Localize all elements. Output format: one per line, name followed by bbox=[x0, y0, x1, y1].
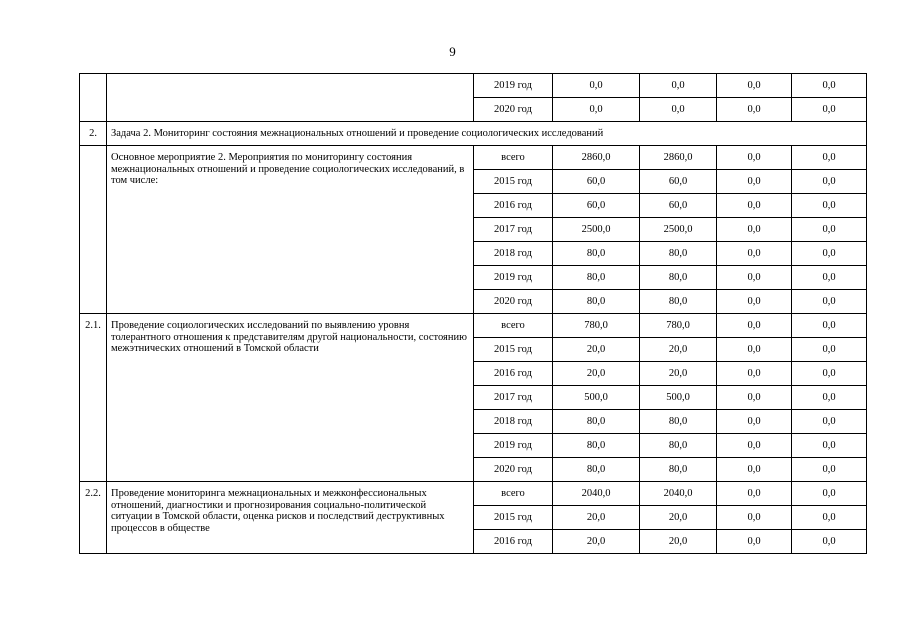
total-value: 80,0 bbox=[553, 242, 640, 266]
period-cell: 2020 год bbox=[474, 98, 553, 122]
value-cell: 0,0 bbox=[792, 170, 867, 194]
period-cell: 2015 год bbox=[474, 506, 553, 530]
value-cell: 0,0 bbox=[717, 266, 792, 290]
page-number: 9 bbox=[449, 44, 456, 59]
value-cell: 0,0 bbox=[717, 74, 792, 98]
value-cell: 0,0 bbox=[792, 530, 867, 554]
value-cell: 0,0 bbox=[640, 98, 717, 122]
value-cell: 0,0 bbox=[792, 242, 867, 266]
value-cell: 20,0 bbox=[640, 506, 717, 530]
value-cell: 0,0 bbox=[717, 458, 792, 482]
budget-table bbox=[79, 73, 867, 554]
period-cell: 2016 год bbox=[474, 194, 553, 218]
value-cell: 20,0 bbox=[640, 530, 717, 554]
activity-description: Проведение мониторинга межнациональных и межконфессиональных отношений, диагностики и прогнозирования социально-политической ситуации в Томской области, оценка рисков и последствий деструктивных процессов в обществе bbox=[107, 482, 474, 554]
value-cell: 80,0 bbox=[640, 266, 717, 290]
period-cell: всего bbox=[474, 314, 553, 338]
period-cell: 2018 год bbox=[474, 410, 553, 434]
period-cell: 2017 год bbox=[474, 386, 553, 410]
total-value: 60,0 bbox=[553, 170, 640, 194]
value-cell: 80,0 bbox=[640, 434, 717, 458]
period-cell: 2016 год bbox=[474, 362, 553, 386]
total-value: 20,0 bbox=[553, 506, 640, 530]
period-cell: 2020 год bbox=[474, 458, 553, 482]
task-title: Задача 2. Мониторинг состояния межнациональных отношений и проведение социологических исследований bbox=[107, 122, 867, 146]
value-cell: 0,0 bbox=[717, 530, 792, 554]
value-cell: 500,0 bbox=[640, 386, 717, 410]
total-value: 0,0 bbox=[553, 74, 640, 98]
period-cell: всего bbox=[474, 482, 553, 506]
value-cell: 80,0 bbox=[640, 458, 717, 482]
period-cell: 2019 год bbox=[474, 266, 553, 290]
total-value: 0,0 bbox=[553, 98, 640, 122]
period-cell: 2019 год bbox=[474, 434, 553, 458]
period-cell: 2015 год bbox=[474, 338, 553, 362]
table-row bbox=[80, 74, 867, 98]
value-cell: 0,0 bbox=[717, 482, 792, 506]
value-cell: 0,0 bbox=[792, 410, 867, 434]
total-value: 80,0 bbox=[553, 266, 640, 290]
value-cell: 0,0 bbox=[792, 290, 867, 314]
activity-description bbox=[107, 74, 474, 122]
value-cell: 0,0 bbox=[792, 194, 867, 218]
value-cell: 20,0 bbox=[640, 338, 717, 362]
value-cell: 0,0 bbox=[717, 338, 792, 362]
total-value: 80,0 bbox=[553, 434, 640, 458]
total-value: 80,0 bbox=[553, 410, 640, 434]
value-cell: 0,0 bbox=[717, 410, 792, 434]
value-cell: 60,0 bbox=[640, 170, 717, 194]
row-number: 2.1. bbox=[80, 314, 107, 482]
total-value: 20,0 bbox=[553, 338, 640, 362]
row-number bbox=[80, 146, 107, 314]
value-cell: 0,0 bbox=[792, 266, 867, 290]
value-cell: 0,0 bbox=[792, 314, 867, 338]
value-cell: 0,0 bbox=[717, 290, 792, 314]
value-cell: 60,0 bbox=[640, 194, 717, 218]
value-cell: 80,0 bbox=[640, 242, 717, 266]
total-value: 20,0 bbox=[553, 362, 640, 386]
period-cell: 2017 год bbox=[474, 218, 553, 242]
value-cell: 0,0 bbox=[792, 74, 867, 98]
table-row bbox=[80, 314, 867, 338]
row-number bbox=[80, 74, 107, 122]
total-value: 2500,0 bbox=[553, 218, 640, 242]
value-cell: 20,0 bbox=[640, 362, 717, 386]
value-cell: 0,0 bbox=[717, 362, 792, 386]
value-cell: 0,0 bbox=[717, 194, 792, 218]
total-value: 500,0 bbox=[553, 386, 640, 410]
value-cell: 0,0 bbox=[717, 170, 792, 194]
total-value: 80,0 bbox=[553, 458, 640, 482]
activity-description: Проведение социологических исследований по выявлению уровня толерантного отношения к представителям другой национальности, состоянию межэтнических отношений в Томской области bbox=[107, 314, 474, 482]
value-cell: 0,0 bbox=[717, 98, 792, 122]
task-row bbox=[80, 122, 867, 146]
value-cell: 0,0 bbox=[792, 386, 867, 410]
total-value: 80,0 bbox=[553, 290, 640, 314]
activity-description: Основное мероприятие 2. Мероприятия по мониторингу состояния межнациональных отношений и проведение социологических исследований, в том числе: bbox=[107, 146, 474, 314]
value-cell: 0,0 bbox=[640, 74, 717, 98]
total-value: 780,0 bbox=[553, 314, 640, 338]
period-cell: 2015 год bbox=[474, 170, 553, 194]
total-value: 20,0 bbox=[553, 530, 640, 554]
period-cell: всего bbox=[474, 146, 553, 170]
value-cell: 0,0 bbox=[792, 434, 867, 458]
value-cell: 80,0 bbox=[640, 410, 717, 434]
value-cell: 0,0 bbox=[717, 314, 792, 338]
value-cell: 0,0 bbox=[717, 506, 792, 530]
table-row bbox=[80, 482, 867, 506]
total-value: 2860,0 bbox=[553, 146, 640, 170]
value-cell: 0,0 bbox=[792, 458, 867, 482]
table-row bbox=[80, 146, 867, 170]
row-number: 2.2. bbox=[80, 482, 107, 554]
period-cell: 2020 год bbox=[474, 290, 553, 314]
value-cell: 0,0 bbox=[717, 218, 792, 242]
table-body bbox=[80, 74, 867, 554]
value-cell: 0,0 bbox=[717, 386, 792, 410]
value-cell: 2860,0 bbox=[640, 146, 717, 170]
value-cell: 0,0 bbox=[792, 482, 867, 506]
value-cell: 0,0 bbox=[717, 146, 792, 170]
value-cell: 0,0 bbox=[792, 362, 867, 386]
value-cell: 0,0 bbox=[792, 218, 867, 242]
period-cell: 2016 год bbox=[474, 530, 553, 554]
total-value: 60,0 bbox=[553, 194, 640, 218]
period-cell: 2018 год bbox=[474, 242, 553, 266]
value-cell: 0,0 bbox=[792, 506, 867, 530]
total-value: 2040,0 bbox=[553, 482, 640, 506]
value-cell: 0,0 bbox=[792, 146, 867, 170]
task-number: 2. bbox=[80, 122, 107, 146]
value-cell: 80,0 bbox=[640, 290, 717, 314]
value-cell: 0,0 bbox=[717, 434, 792, 458]
value-cell: 780,0 bbox=[640, 314, 717, 338]
value-cell: 0,0 bbox=[717, 242, 792, 266]
value-cell: 2040,0 bbox=[640, 482, 717, 506]
value-cell: 0,0 bbox=[792, 338, 867, 362]
period-cell: 2019 год bbox=[474, 74, 553, 98]
value-cell: 2500,0 bbox=[640, 218, 717, 242]
value-cell: 0,0 bbox=[792, 98, 867, 122]
